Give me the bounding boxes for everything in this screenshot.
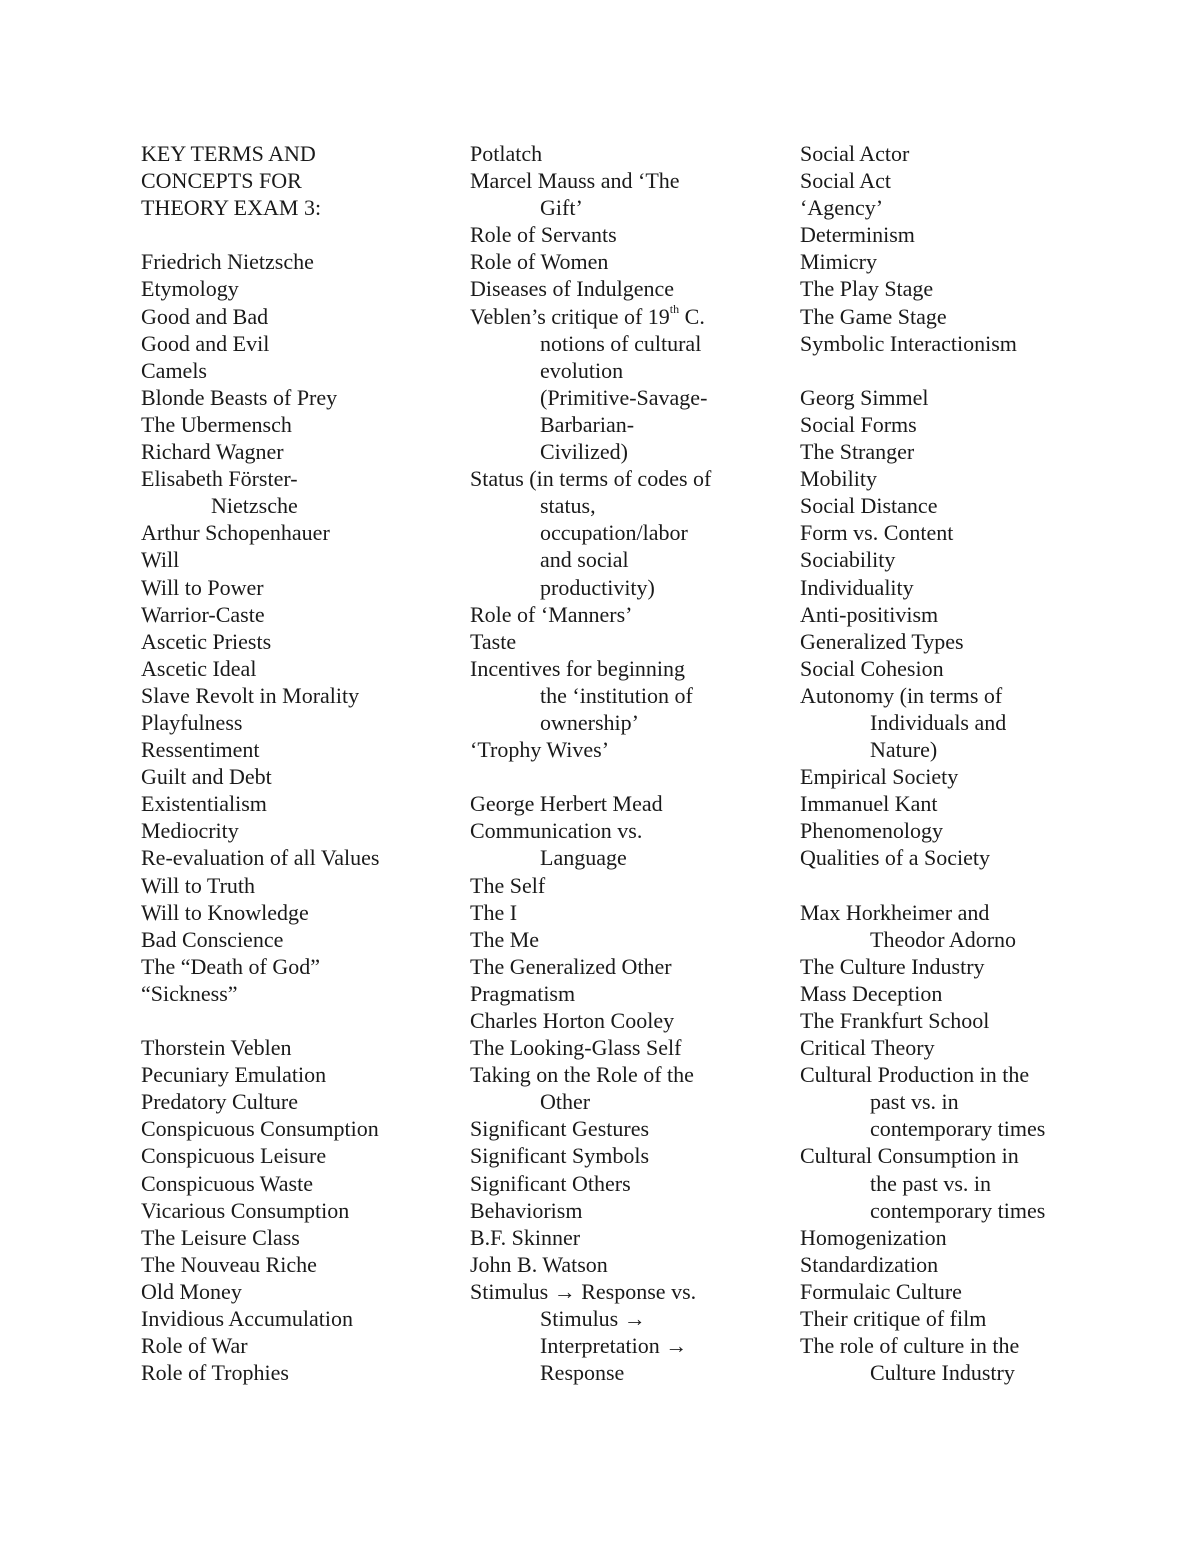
term-text: Social Actor [800,141,910,166]
term-line [141,1332,441,1359]
term-line [141,655,441,682]
term-line [470,221,770,248]
term-text: Significant Gestures [470,1116,650,1142]
term-line [141,465,441,492]
term-text: Georg Simmel [800,384,929,410]
term-text: Old Money [141,1278,242,1304]
term-line [141,1359,441,1386]
superscript: th [669,302,680,317]
term-line [141,1061,441,1088]
term-text: Theodor Adorno [870,926,1017,952]
term-line [141,384,441,411]
term-line [470,492,770,519]
term-line [141,492,441,519]
term-line [470,1332,770,1359]
term-line [141,709,441,736]
term-line [800,194,1130,221]
term-line [470,1061,770,1088]
term-line [470,980,770,1007]
term-line [800,1142,1130,1169]
term-line [800,953,1130,980]
term-text: Playfulness [141,709,243,735]
term-line [141,140,441,167]
term-text: Will to Truth [141,872,256,898]
column-1 [141,140,441,1386]
term-text: Vicarious Consumption [141,1197,350,1223]
term-text: Nietzsche [211,493,298,519]
term-text: Role of ‘Manners’ [470,601,633,627]
term-line [141,628,441,655]
term-text: Stimulus → [540,1306,646,1332]
term-line [470,248,770,275]
term-line [800,1359,1130,1386]
term-line [800,1224,1130,1251]
term-line [800,926,1130,953]
term-line [470,709,770,736]
term-text: The I [470,899,518,925]
term-text: productivity) [540,574,655,600]
term-line [800,655,1130,682]
term-text: Civilized) [540,439,628,465]
term-line [800,628,1130,655]
term-text: Conspicuous Consumption [141,1116,379,1142]
term-line [470,384,770,411]
term-text: occupation/labor [540,520,688,546]
term-text: Taste [470,628,517,654]
term-line [141,1224,441,1251]
term-line [800,1305,1130,1332]
term-line [141,926,441,953]
term-line [470,411,770,438]
term-text: Blonde Beasts of Prey [141,384,338,410]
term-line [800,546,1130,573]
term-line [800,330,1130,357]
term-line [141,330,441,357]
term-text: The Self [470,872,546,898]
term-line [800,275,1130,302]
term-text: Cultural Consumption in [800,1143,1019,1169]
term-line [470,1305,770,1332]
term-text: Good and Evil [141,330,270,356]
term-text: Arthur Schopenhauer [141,520,330,546]
term-line [470,194,770,221]
column-3 [800,140,1130,1386]
term-text: Thorstein Veblen [141,1035,292,1061]
term-text: Conspicuous Waste [141,1170,313,1196]
term-text: Veblen’s critique of 19 [470,303,670,329]
term-line [470,519,770,546]
term-line [141,275,441,302]
term-text: The Leisure Class [141,1224,300,1250]
term-text: ‘Trophy Wives’ [470,737,610,763]
term-text: Response [540,1360,625,1386]
term-text: (Primitive-Savage- [540,384,708,410]
term-line [470,1142,770,1169]
term-text: Will to Knowledge [141,899,309,925]
term-text: Ascetic Ideal [141,655,257,681]
term-text: ownership’ [540,709,639,735]
term-text: Individuals and [870,709,1007,735]
term-line [470,655,770,682]
term-line [141,1115,441,1142]
term-text: Stimulus → Response vs. [470,1278,697,1304]
term-text: Homogenization [800,1224,947,1250]
term-text: Gift’ [540,195,583,221]
term-line [141,844,441,871]
term-line [141,248,441,275]
term-line [470,953,770,980]
term-text-suffix: C. [679,303,705,329]
term-text: Critical Theory [800,1035,935,1061]
blank-line [800,357,1130,384]
term-line [141,303,441,330]
term-line [141,1278,441,1305]
term-line [141,872,441,899]
term-text: Significant Symbols [470,1143,650,1169]
term-text: Richard Wagner [141,439,284,465]
term-text: Mimicry [800,249,877,275]
term-line [470,1359,770,1386]
term-text: ‘Agency’ [800,195,884,221]
term-text: Interpretation → [540,1333,688,1359]
term-line [141,1170,441,1197]
term-line [470,926,770,953]
term-line [141,1305,441,1332]
term-text: The Ubermensch [141,411,292,437]
term-line [470,140,770,167]
term-text: the past vs. in [870,1170,991,1196]
term-line [141,194,441,221]
term-line [141,1142,441,1169]
term-line [470,1251,770,1278]
term-line [800,899,1130,926]
term-text: past vs. in [870,1089,959,1115]
term-text: Re-evaluation of all Values [141,845,380,871]
term-text: Generalized Types [800,628,964,654]
term-text: Etymology [141,276,239,302]
term-text: George Herbert Mead [470,791,663,817]
term-text: Immanuel Kant [800,791,938,817]
term-line [800,519,1130,546]
term-text: Cultural Production in the [800,1062,1030,1088]
term-text: Social Act [800,168,892,194]
term-text: status, [540,493,596,519]
term-line [141,1197,441,1224]
term-line [470,1034,770,1061]
term-text: Diseases of Indulgence [470,276,675,302]
term-text: Pecuniary Emulation [141,1062,327,1088]
term-line [470,736,770,763]
term-line [470,601,770,628]
term-text: Autonomy (in terms of [800,682,1003,708]
term-text: Anti-positivism [800,601,939,627]
term-line [800,1332,1130,1359]
term-line [141,736,441,763]
term-text: contemporary times [870,1197,1046,1223]
term-text: Role of Women [470,249,609,275]
term-text: Ascetic Priests [141,628,272,654]
term-text: Max Horkheimer and [800,899,990,925]
term-text: Language [540,845,627,871]
term-text: Warrior-Caste [141,601,265,627]
term-text: KEY TERMS AND [141,141,316,166]
term-text: The Me [470,926,540,952]
blank-line [141,1007,441,1034]
term-text: and social [540,547,629,573]
term-line [141,980,441,1007]
term-text: Significant Others [470,1170,631,1196]
term-text: Social Distance [800,493,938,519]
term-line [800,1115,1130,1142]
term-text: Friedrich Nietzsche [141,249,314,275]
term-text: The Play Stage [800,276,934,302]
term-line [470,682,770,709]
term-text: The Frankfurt School [800,1008,990,1033]
term-text: Mediocrity [141,818,239,844]
term-text: Invidious Accumulation [141,1306,354,1332]
term-text: Social Forms [800,411,917,437]
term-text: The Looking-Glass Self [470,1035,682,1061]
term-line [800,1088,1130,1115]
term-line [470,1197,770,1224]
term-text: The Stranger [800,439,915,465]
term-line [470,1170,770,1197]
term-text: Form vs. Content [800,520,954,546]
term-line [141,519,441,546]
term-line [141,167,441,194]
term-text: Communication vs. [470,818,643,844]
term-text: Will to Power [141,574,264,600]
term-text: Sociability [800,547,896,573]
term-line [470,275,770,302]
term-text: Empirical Society [800,764,959,790]
term-text: Mass Deception [800,980,943,1006]
term-line [141,1251,441,1278]
term-line [800,1061,1130,1088]
term-text: Taking on the Role of the [470,1062,694,1088]
term-line [141,899,441,926]
term-line [800,384,1130,411]
term-text: the ‘institution of [540,682,693,708]
term-line [800,411,1130,438]
term-line [800,1197,1130,1224]
term-line [141,953,441,980]
term-text: contemporary times [870,1116,1046,1142]
term-line [470,546,770,573]
term-text: Their critique of film [800,1306,987,1332]
term-line [470,167,770,194]
term-line [470,1278,770,1305]
term-text: Qualities of a Society [800,845,991,871]
term-line [141,438,441,465]
term-text: Determinism [800,222,915,248]
term-line [141,1034,441,1061]
term-text: Standardization [800,1251,939,1277]
term-text: Other [540,1089,591,1115]
term-text: Behaviorism [470,1197,583,1223]
blank-line [800,872,1130,899]
term-line [470,872,770,899]
term-line [470,330,770,357]
term-line [800,574,1130,601]
term-text: Elisabeth Förster- [141,466,298,492]
term-text: CONCEPTS FOR [141,168,302,194]
term-text: The Game Stage [800,303,947,329]
term-line [470,628,770,655]
term-line [800,167,1130,194]
term-text: Culture Industry [870,1360,1015,1386]
term-line [800,980,1130,1007]
term-text: John B. Watson [470,1251,608,1277]
term-line [800,1278,1130,1305]
term-text: Slave Revolt in Morality [141,682,360,708]
term-line [800,844,1130,871]
term-line [141,601,441,628]
term-line [141,574,441,601]
term-line [470,1007,770,1034]
term-line [800,1007,1130,1034]
term-line [800,682,1130,709]
blank-line [141,221,441,248]
term-text: Formulaic Culture [800,1278,962,1304]
term-text: Existentialism [141,791,267,817]
term-line [800,1170,1130,1197]
term-text: Barbarian- [540,411,635,437]
term-text: THEORY EXAM 3: [141,195,322,221]
term-line [800,140,1130,167]
term-line [470,357,770,384]
term-text: The Nouveau Riche [141,1251,317,1277]
term-text: Social Cohesion [800,655,944,681]
term-text: Charles Horton Cooley [470,1008,675,1033]
column-2 [470,140,770,1386]
term-line [800,601,1130,628]
term-text: Mobility [800,466,878,492]
term-line [470,438,770,465]
term-text: notions of cultural [540,330,702,356]
term-line [470,844,770,871]
term-text: Guilt and Debt [141,764,272,790]
term-line [800,221,1130,248]
term-line [141,411,441,438]
term-text: The “Death of God” [141,953,320,979]
term-line [470,899,770,926]
term-line [141,790,441,817]
term-text: Nature) [870,737,938,763]
term-line [141,763,441,790]
term-line [470,790,770,817]
term-text: Incentives for beginning [470,655,686,681]
term-text: Marcel Mauss and ‘The [470,168,680,194]
term-line [141,817,441,844]
term-text: Potlatch [470,141,543,166]
term-line [470,817,770,844]
term-line [800,1251,1130,1278]
term-text: Role of Servants [470,222,617,248]
term-line [800,492,1130,519]
term-line [470,1088,770,1115]
term-text: The role of culture in the [800,1333,1020,1359]
term-line [800,465,1130,492]
term-line [800,763,1130,790]
term-text: “Sickness” [141,980,238,1006]
term-text: Will [141,547,180,573]
term-line [141,357,441,384]
term-text: Status (in terms of codes of [470,466,712,492]
term-text: Ressentiment [141,737,260,763]
term-line [141,682,441,709]
term-text: Predatory Culture [141,1089,299,1115]
term-line [470,1224,770,1251]
term-line [800,817,1130,844]
term-line [800,736,1130,763]
term-text: Role of Trophies [141,1360,289,1386]
blank-line [470,763,770,790]
term-line [470,465,770,492]
term-line [800,303,1130,330]
term-text: evolution [540,357,624,383]
term-text: B.F. Skinner [470,1224,581,1250]
term-text: Symbolic Interactionism [800,330,1017,356]
term-line [800,248,1130,275]
term-text: Camels [141,357,207,383]
term-line [800,790,1130,817]
term-text: Individuality [800,574,914,600]
term-line [141,546,441,573]
term-text: Pragmatism [470,980,576,1006]
term-line [141,1088,441,1115]
term-text: Phenomenology [800,818,943,844]
term-line [470,574,770,601]
term-line [470,1115,770,1142]
term-text: Bad Conscience [141,926,284,952]
term-line [800,1034,1130,1061]
term-text: The Generalized Other [470,953,672,979]
term-line [800,709,1130,736]
term-text: Role of War [141,1333,248,1359]
term-line [470,303,770,330]
term-line [800,438,1130,465]
term-text: The Culture Industry [800,953,985,979]
term-text: Conspicuous Leisure [141,1143,327,1169]
term-text: Good and Bad [141,303,269,329]
